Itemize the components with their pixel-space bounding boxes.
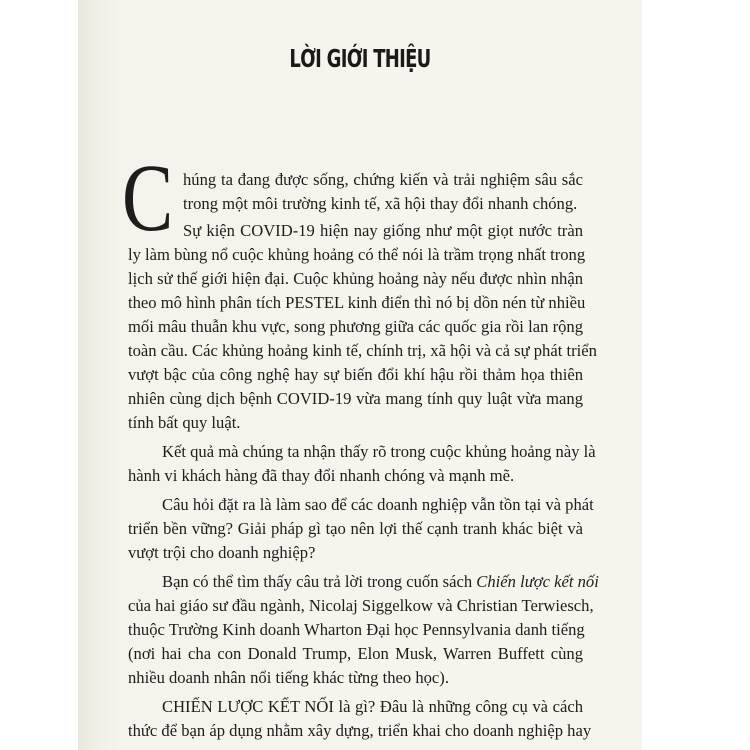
text-line: Kết quả mà chúng ta nhận thấy rõ trong cuộc khủng hoảng này là: [162, 442, 596, 461]
text-line: thuộc Trường Kinh doanh Wharton Đại học Pennsylvania danh tiếng: [128, 620, 585, 639]
text-line: nhiên cùng dịch bệnh COVID-19 vừa mang tính quy luật vừa mang: [128, 389, 583, 408]
text-line: tính bất quy luật.: [128, 413, 241, 432]
text-line: CHIẾN LƯỢC KẾT NỐI là gì? Đâu là những công cụ và cách: [162, 697, 583, 716]
chapter-title: LỜI GIỚI THIỆU: [289, 44, 431, 73]
text-line: ly làm bùng nổ cuộc khủng hoảng có thể nói là trầm trọng nhất trong: [128, 245, 586, 264]
text-line: Câu hỏi đặt ra là làm sao để các doanh nghiệp vẫn tồn tại và phát: [162, 495, 594, 514]
text-line: Sự kiện COVID-19 hiện nay giống như một giọt nước tràn: [183, 221, 583, 240]
text-line: (nơi hai cha con Donald Trump, Elon Musk, Warren Buffett cùng: [128, 644, 583, 663]
text-line: [128, 570, 599, 594]
text-line: vượt trội cho doanh nghiệp?: [128, 543, 316, 562]
text-line: của hai giáo sư đầu ngành, Nicolaj Siggelkow và Christian Terwiesch,: [128, 596, 594, 615]
text-line: húng ta đang được sống, chứng kiến và trải nghiệm sâu sắc: [183, 170, 583, 189]
text-line: hành vi khách hàng đã thay đổi nhanh chóng và mạnh mẽ.: [128, 466, 515, 485]
text-line: mối mâu thuẫn khu vực, song phương giữa các quốc gia rồi lan rộng: [128, 317, 583, 336]
text-span: Bạn có thể tìm thấy câu trả lời trong cuốn sách: [162, 572, 473, 591]
text-line: triển bền vững? Giải pháp gì tạo nên lợi thế cạnh tranh khác biệt và: [128, 519, 583, 538]
text-line: toàn cầu. Các khủng hoảng kinh tế, chính trị, xã hội và cả sự phát triển: [128, 341, 597, 360]
book-page: [78, 0, 642, 750]
drop-cap: C: [122, 144, 174, 251]
text-line: thức để bạn áp dụng nhằm xây dựng, triển khai cho doanh nghiệp hay: [128, 721, 592, 740]
text-line: nhiều doanh nhân nổi tiếng khác từng theo học).: [128, 668, 449, 687]
text-line: vượt bậc của công nghệ hay sự biến đổi khí hậu rồi thảm họa thiên: [128, 365, 583, 384]
text-line: trong một môi trường kinh tế, xã hội thay đổi nhanh chóng.: [183, 194, 578, 213]
text-line: theo mô hình phân tích PESTEL kinh điển thì nó bị dồn nén từ nhiều: [128, 293, 586, 312]
text-line: lịch sử thế giới hiện đại. Cuộc khủng hoảng này nếu được nhìn nhận: [128, 269, 583, 288]
book-title: Chiến lược kết nối: [476, 572, 599, 591]
